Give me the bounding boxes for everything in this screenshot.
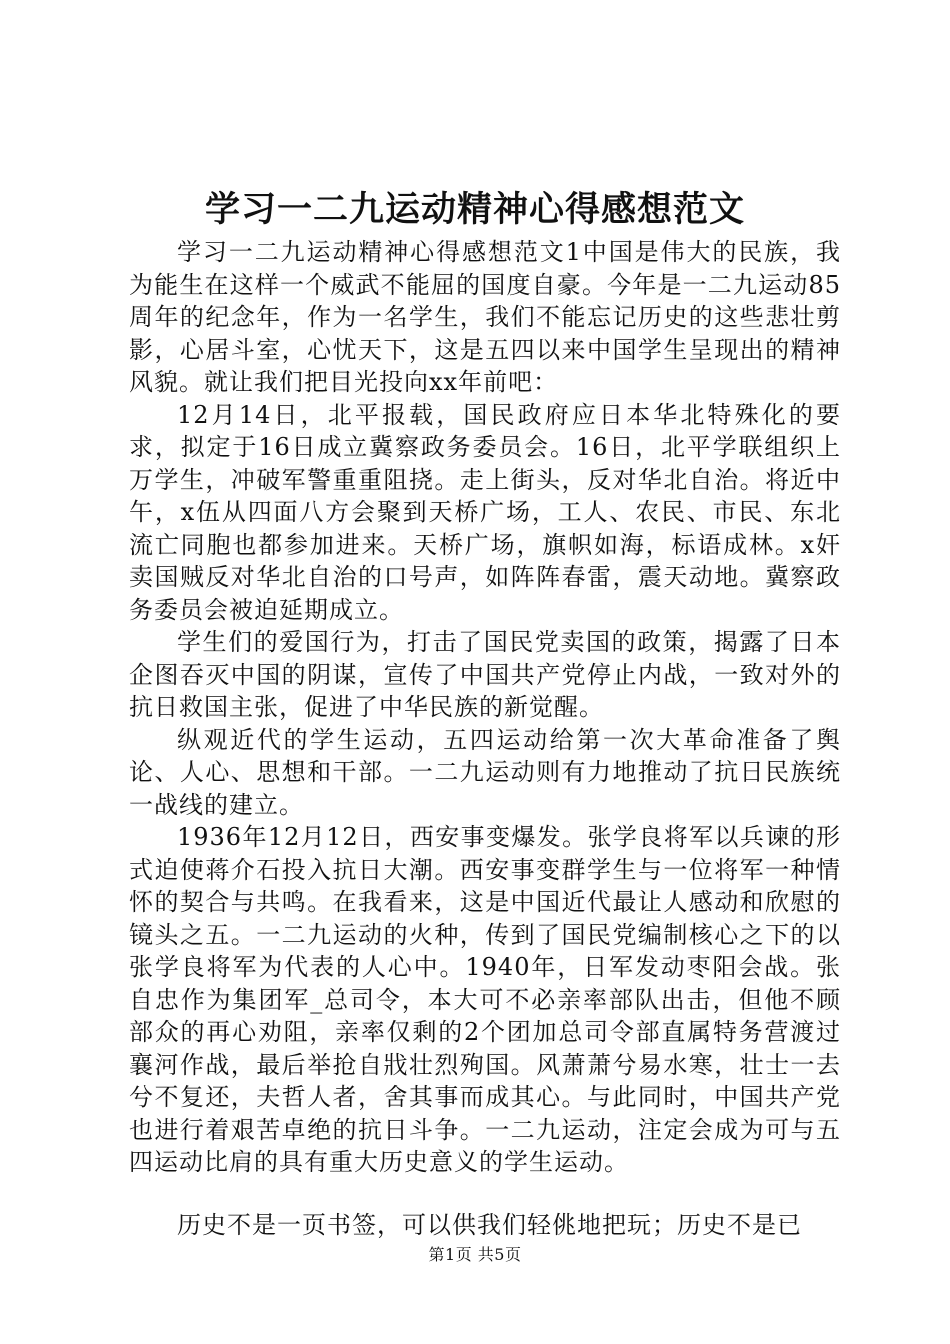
paragraph-5: 1936年12月12日，西安事变爆发。张学良将军以兵谏的形式迫使蒋介石投入抗日大潮。西安事变群学生与一位将军一种情怀的契合与共鸣。在我看来，这是中国近代最让人感动和欣慰的镜头之五。一二九运动的火种，传到了国民党编制核心之下的以张学良将军为代表的人心中。1940年，日军发动枣阳会战。张自忠作为集团军_总司令，本大可不必亲率部队出击，但他不顾部众的再心劝阻，亲率仅剩的2个团加总司令部直属特务营渡过襄河作战，最后举抢自戕壮烈殉国。风萧萧兮易水寒，壮士一去兮不复还，夫哲人者，舍其事而成其心。与此同时，中国共产党也进行着艰苦卓绝的抗日斗争。一二九运动，注定会成为可与五四运动比肩的具有重大历史意义的学生运动。 (129, 823, 841, 1176)
paragraph-1: 学习一二九运动精神心得感想范文1中国是伟大的民族，我为能生在这样一个威武不能屈的国度自豪。今年是一二九运动85周年的纪念年，作为一名学生，我们不能忘记历史的这些悲壮剪影，心居斗室，心忧天下，这是五四以来中国学生呈现出的精神风貌。就让我们把目光投向xx年前吧： (129, 238, 841, 396)
paragraph-4: 纵观近代的学生运动，五四运动给第一次大革命准备了舆论、人心、思想和干部。一二九运动则有力地推动了抗日民族统一战线的建立。 (129, 725, 841, 819)
document-body (129, 236, 841, 1241)
paragraph-2: 12月14日，北平报载，国民政府应日本华北特殊化的要求，拟定于16日成立冀察政务委员会。16日，北平学联组织上万学生，冲破军警重重阻挠。走上街头，反对华北自治。将近中午，x伍从四面八方会聚到天桥广场，工人、农民、市民、东北流亡同胞也都参加进来。天桥广场，旗帜如海，标语成林。x奸卖国贼反对华北自治的口号声，如阵阵春雷，震天动地。冀察政务委员会被迫延期成立。 (129, 400, 841, 624)
paragraph-6: 历史不是一页书签，可以供我们轻佻地把玩；历史不是已 (177, 1210, 802, 1239)
document-title: 学习一二九运动精神心得感想范文 (204, 189, 745, 230)
page-number-footer: 第1页 共5页 (428, 1245, 522, 1264)
paragraph-3: 学生们的爱国行为，打击了国民党卖国的政策，揭露了日本企图吞灭中国的阴谋，宣传了中国共产党停止内战，一致对外的抗日救国主张，促进了中华民族的新觉醒。 (129, 628, 841, 721)
